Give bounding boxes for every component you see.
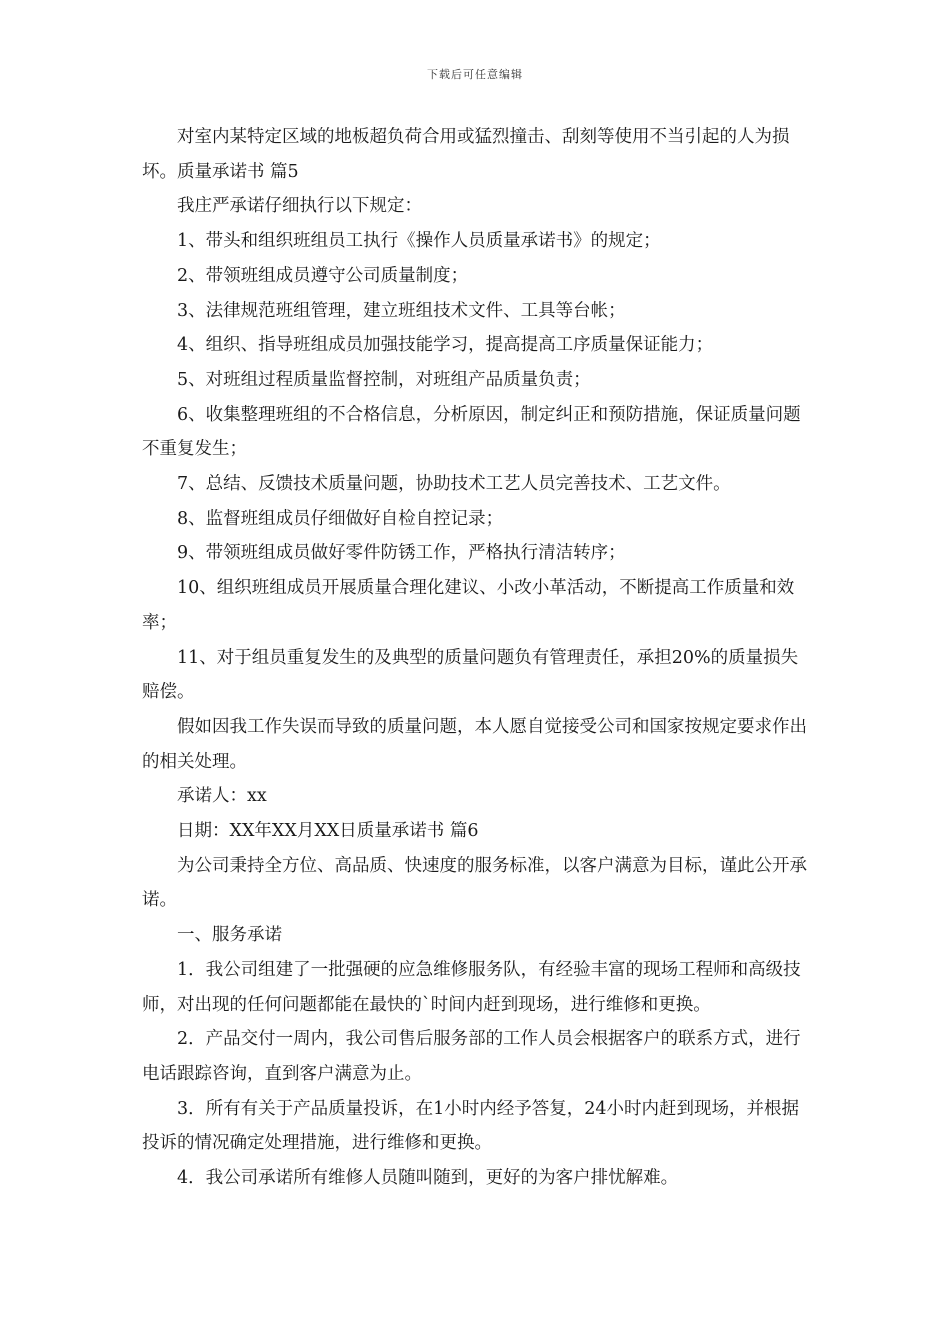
paragraph: 4．我公司承诺所有维修人员随叫随到，更好的为客户排忧解难。 [177, 1168, 679, 1189]
paragraph: 假如因我工作失误而导致的质量问题，本人愿自觉接受公司和国家按规定要求作出的相关处理。 [142, 716, 807, 772]
paragraph: 8、监督班组成员仔细做好自检自控记录； [177, 508, 504, 529]
paragraph: 4、组织、指导班组成员加强技能学习，提高提高工序质量保证能力； [177, 335, 714, 356]
paragraph: 承诺人：xx [177, 786, 267, 807]
paragraph: 1、带头和组织班组员工执行《操作人员质量承诺书》的规定； [177, 231, 661, 252]
paragraph: 10、组织班组成员开展质量合理化建议、小改小革活动，不断提高工作质量和效率； [142, 578, 795, 633]
paragraph: 2、带领班组成员遵守公司质量制度； [177, 265, 469, 286]
paragraph: 3．所有有关于产品质量投诉，在1小时内经予答复，24小时内赶到现场，并根据投诉的情况确定处理措施，进行维修和更换。 [142, 1098, 800, 1154]
paragraph: 11、对于组员重复发生的及典型的质量问题负有管理责任，承担20%的质量损失赔偿。 [142, 647, 799, 703]
paragraph: 9、带领班组成员做好零件防锈工作，严格执行清洁转序； [177, 543, 626, 564]
document-body [142, 120, 808, 1196]
paragraph: 5、对班组过程质量监督控制，对班组产品质量负责； [177, 369, 591, 390]
paragraph: 3、法律规范班组管理，建立班组技术文件、工具等台帐； [177, 300, 626, 321]
paragraph: 1．我公司组建了一批强硬的应急维修服务队，有经验丰富的现场工程师和高级技师，对出现的任何问题都能在最快的`时间内赶到现场，进行维修和更换。 [142, 959, 801, 1015]
paragraph: 2．产品交付一周内，我公司售后服务部的工作人员会根据客户的联系方式，进行电话跟踪咨询，直到客户满意为止。 [142, 1029, 801, 1084]
paragraph: 为公司秉持全方位、高品质、快速度的服务标准，以客户满意为目标，谨此公开承诺。 [142, 855, 807, 911]
page-header: 下载后可任意编辑 [427, 68, 523, 81]
paragraph: 对室内某特定区域的地板超负荷合用或猛烈撞击、刮刻等使用不当引起的人为损坏。质量承诺书 篇5 [142, 127, 790, 182]
paragraph: 一、服务承诺 [177, 925, 282, 946]
paragraph: 我庄严承诺仔细执行以下规定： [177, 196, 422, 217]
paragraph: 6、收集整理班组的不合格信息，分析原因，制定纠正和预防措施，保证质量问题不重复发生； [142, 404, 801, 460]
paragraph: 日期：XX年XX月XX日质量承诺书 篇6 [177, 821, 479, 842]
paragraph: 7、总结、反馈技术质量问题，协助技术工艺人员完善技术、工艺文件。 [177, 474, 731, 495]
